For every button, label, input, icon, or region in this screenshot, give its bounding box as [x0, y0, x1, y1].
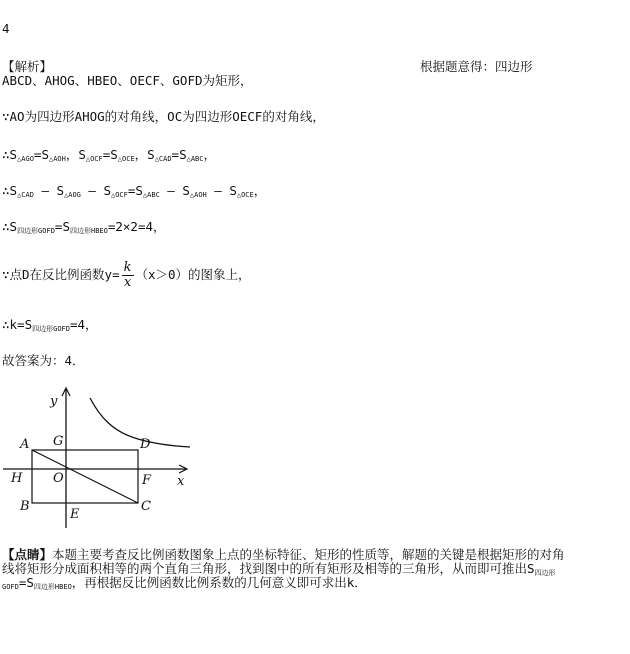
point-d-statement: ∵点D在反比例函数y= $\frac{k}{x}$ （x＞0）的图象上，: [2, 260, 251, 290]
k-result: $\therefore k=S_{四边形GOFD}=4$，: [2, 317, 98, 333]
label-c: C: [141, 499, 151, 514]
comment-line-2: 线将矩形分成面积相等的两个直角三角形，找到图中的所有矩形及相等的三角形，从而即可推出$S_{四边形}$: [2, 561, 556, 577]
label-d: D: [140, 437, 151, 452]
final-answer: 故答案为：4．: [2, 353, 85, 368]
answer-number: 4: [2, 21, 10, 36]
label-b: B: [20, 499, 30, 514]
rectangles-statement: ABCD、AHOG、HBEO、OECF、GOFD为矩形，: [2, 73, 253, 88]
area-result: $\therefore S_{四边形GOFD}=S_{四边形HBEO}=2\times 2=4$，: [2, 219, 166, 235]
analysis-intro: 根据题意得：四边形: [420, 59, 533, 74]
area-difference: $\therefore S_{\triangle CAD} - S_{\triangle AOG} - S_{\triangle OCF}=S_{\triangle ABC} - S_{\triangle AOH} - S_{\triangle OCE}$，: [2, 183, 267, 199]
label-h: H: [11, 471, 23, 486]
label-f: F: [142, 473, 152, 488]
analysis-label: 【解析】: [2, 59, 53, 74]
label-g: G: [53, 434, 64, 449]
label-a: A: [20, 437, 30, 452]
label-y: y: [50, 394, 58, 409]
triangle-equalities: $\therefore S_{\triangle AGO}=S_{\triangle AOH}$，$S_{\triangle OCF}=S_{\triangle OCE}$，$S_{\triangle CAD}=S_{\triangle ABC}$，: [2, 147, 216, 163]
label-e: E: [70, 507, 80, 522]
diagonal-statement: ∵AO为四边形AHOG的对角线，OC为四边形OECF的对角线，: [2, 109, 325, 124]
diagonal-ac: [32, 450, 138, 503]
label-o: O: [53, 471, 64, 486]
comment-line-3: $_{GOFD}=S_{四边形HBEO}$，再根据反比例函数比例系数的几何意义即可求出k．: [2, 575, 367, 591]
comment-line-1: 【点睛】本题主要考查反比例函数图象上点的坐标特征、矩形的性质等，解题的关键是根据矩形的对角: [2, 547, 565, 562]
coordinate-figure: [0, 385, 210, 530]
label-x: x: [177, 474, 185, 489]
comment-label: 【点睛】: [2, 547, 53, 562]
fraction-k-over-x: $\frac{k}{x}$: [123, 260, 132, 290]
